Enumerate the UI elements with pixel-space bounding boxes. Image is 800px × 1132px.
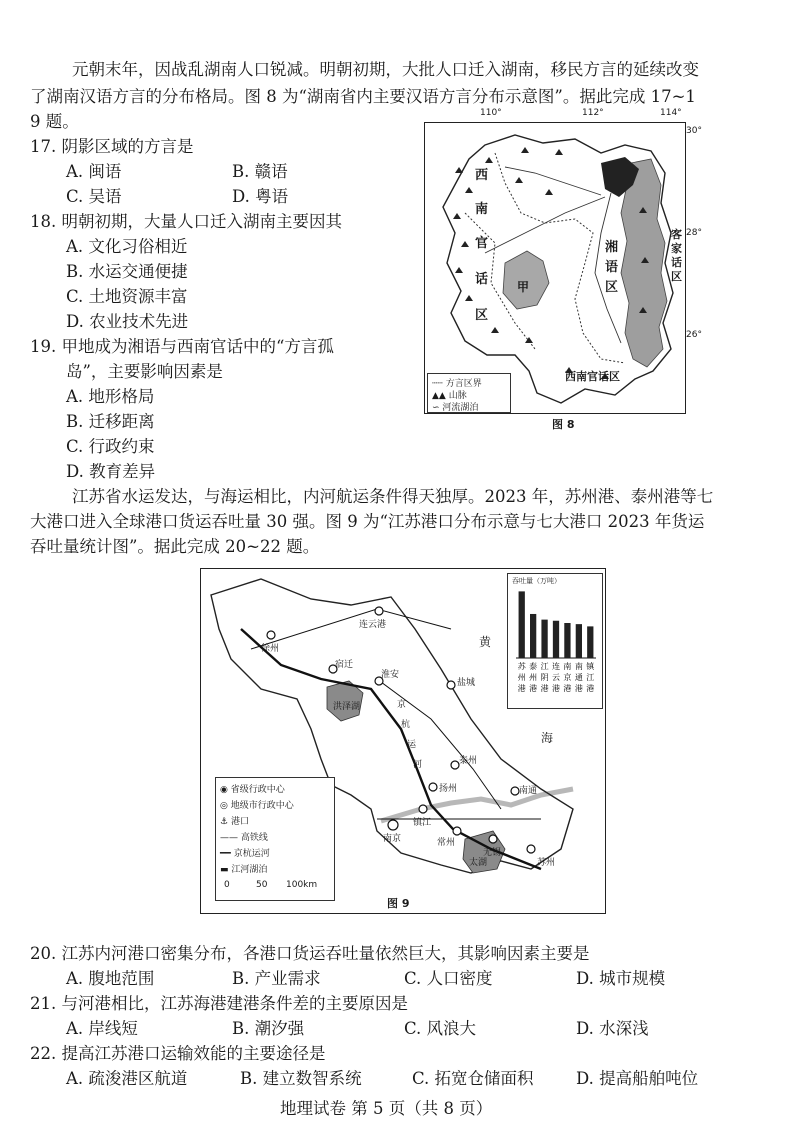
q22-option-c[interactable]: C. 拓宽仓储面积 [412,1069,534,1088]
q22-stem: 22. 提高江苏港口运输效能的主要途径是 [30,1044,326,1063]
chart-category-label-0-2: 港 [517,684,526,693]
q19-option-c[interactable]: C. 行政约束 [66,437,155,456]
label-xinan-south: 西南官话区 [565,370,620,383]
label-xiang-1: 湘 [605,240,619,255]
city-taizhou: 泰州 [459,756,478,766]
label-xiang-3: 区 [605,280,619,295]
scale-100: 100km [286,880,318,890]
q21-stem: 21. 与河港相比，江苏海港建港条件差的主要原因是 [30,994,408,1013]
q20-stem: 20. 江苏内河港口密集分布，各港口货运吞吐量依然巨大，其影响因素主要是 [30,944,590,963]
chart-category-label-4-1: 京 [563,673,572,682]
legend-hsr: —— 高铁线 [220,833,268,843]
q18-option-d[interactable]: D. 农业技术先进 [66,312,189,331]
label-kejia-4: 区 [671,270,682,283]
figure-8 [420,108,700,430]
chart-category-label-1-0: 泰 [529,662,538,671]
q17-option-a[interactable]: A. 闽语 [66,162,122,181]
q22-option-b[interactable]: B. 建立数智系统 [240,1069,362,1088]
chart-bar-6 [587,626,593,658]
canal-label-1: 京 [397,700,407,710]
chart-category-label-0-1: 州 [517,673,526,682]
chart-category-label-0-0: 苏 [517,662,526,671]
page-footer: 地理试卷 第 5 页（共 8 页） [280,1099,493,1118]
q19-stem-line2: 岛”，主要影响因素是 [66,362,223,381]
chart-svg [508,574,602,708]
intro2-line3: 吞吐量统计图”。据此完成 20~22 题。 [30,537,320,556]
label-xinan-5: 区 [475,308,489,323]
intro1-line2: 了湖南汉语方言的分布格局。图 8 为“湖南省内主要汉语方言分布示意图”。据此完成 17~1 [30,87,696,106]
label-kejia-1: 客 [671,228,682,241]
chart-bar-2 [541,620,547,658]
q20-option-b[interactable]: B. 产业需求 [232,969,321,988]
city-lianyungang: 连云港 [359,620,387,630]
sea-label: 海 [541,731,554,745]
legend-mountain-label: 山脉 [448,391,467,401]
chart-category-label-3-2: 港 [552,684,560,693]
chart-category-label-4-0: 南 [563,662,572,671]
q19-option-b[interactable]: B. 迁移距离 [66,412,155,431]
chart-bar-3 [553,621,559,658]
legend-water: ▬ 江河湖泊 [220,865,268,875]
q19-option-a[interactable]: A. 地形格局 [66,387,155,406]
chart-category-label-2-2: 港 [540,684,549,693]
lake-hongze-label: 洪泽湖 [333,702,361,712]
city-suqian: 宿迁 [335,660,354,670]
intro1-line3: 9 题。 [30,112,79,131]
q17-option-c[interactable]: C. 吴语 [66,187,122,206]
sea-label-huang: 黄 [479,635,492,649]
legend-city-center-label: 地级市行政中心 [230,801,294,811]
legend-port-label: 港口 [230,817,249,827]
legend-canal: ━━ 京杭运河 [220,849,270,859]
chart-category-label-6-1: 江 [586,673,595,682]
intro2-line1: 江苏省水运发达，与海运相比，内河航运条件得天独厚。2023 年，苏州港、泰州港等七 [72,487,714,506]
legend-mountain: ▲▲ 山脉 [432,391,467,401]
chart-category-label-5-0: 南 [574,662,583,671]
intro2-line2: 大港口进入全球港口货运吞吐量 30 强。图 9 为“江苏港口分布示意与七大港口 2023 年货运 [30,512,705,531]
legend-city-center: ◎ 地级市行政中心 [220,801,294,811]
q22-option-d[interactable]: D. 提高船舶吨位 [576,1069,699,1088]
canal-label-2: 杭 [401,720,411,730]
chart-category-label-2-1: 阴 [540,673,549,682]
q21-option-b[interactable]: B. 潮汐强 [232,1019,305,1038]
canal-label-3: 运 [407,740,417,750]
scale-50: 50 [256,880,268,890]
chart-category-label-1-1: 州 [529,673,538,682]
lon-label-114: 114° [660,108,682,118]
q18-option-c[interactable]: C. 土地资源丰富 [66,287,188,306]
label-xinan-2: 南 [475,202,489,217]
legend-prov-center-label: 省级行政中心 [230,785,285,795]
chart-category-label-6-0: 镇 [586,662,595,671]
chart-category-label-4-2: 港 [563,684,572,693]
lon-label-112: 112° [582,108,604,118]
map8-frame [424,122,686,414]
chart-category-label-5-1: 通 [574,673,583,682]
city-changzhou: 常州 [437,838,456,848]
legend-boundary-label: 方言区界 [445,379,482,389]
chart-category-label-1-2: 港 [529,684,538,693]
intro1-line1: 元朝末年，因战乱湖南人口锐减。明朝初期，大批人口迁入湖南，移民方言的延续改变 [72,60,699,79]
chart-category-label-2-0: 江 [540,662,549,671]
city-xuzhou: 徐州 [261,644,280,654]
figure-8-caption: 图 8 [552,418,575,431]
q20-option-d[interactable]: D. 城市规模 [576,969,666,988]
lake-tai-label: 太湖 [469,858,488,868]
map9-legend [215,777,335,901]
chart-title: 吞吐量（万吨） [512,577,561,585]
label-xinan-1: 西 [475,168,489,183]
legend-river: ∽ 河流湖泊 [432,403,479,413]
chart-category-label-3-0: 连 [552,662,560,671]
q21-option-a[interactable]: A. 岸线短 [66,1019,138,1038]
legend-boundary: ┄┄ 方言区界 [432,379,482,389]
city-huaian: 淮安 [381,670,400,680]
figure-9 [200,568,606,914]
label-xinan-4: 话 [475,272,489,287]
lat-label-30: 30° [686,126,702,136]
lat-label-26: 26° [686,330,702,340]
city-nanjing: 南京 [383,834,402,844]
chart-bar-4 [564,623,570,658]
q20-option-c[interactable]: C. 人口密度 [404,969,493,988]
legend-port: ⚓ 港口 [220,817,249,827]
legend-water-label: 江河湖泊 [231,865,268,875]
q18-option-b[interactable]: B. 水运交通便捷 [66,262,188,281]
legend-canal-label: 京杭运河 [233,849,270,859]
city-wuxi: 无锡 [483,848,502,858]
city-suzhou: 苏州 [537,858,556,868]
q20-option-a[interactable]: A. 腹地范围 [66,969,155,988]
q19-stem-line1: 19. 甲地成为湘语与西南官话中的“方言孤 [30,337,334,356]
q18-option-a[interactable]: A. 文化习俗相近 [66,237,188,256]
q17-stem: 17. 阴影区域的方言是 [30,137,194,156]
canal-label-4: 河 [413,760,423,770]
q17-option-b[interactable]: B. 赣语 [232,162,288,181]
throughput-chart [507,573,603,709]
q17-option-d[interactable]: D. 粤语 [232,187,289,206]
scale-0: 0 [224,880,230,890]
city-zhenjiang: 镇江 [413,818,432,828]
q19-option-d[interactable]: D. 教育差异 [66,462,156,481]
city-yancheng: 盐城 [457,678,476,688]
chart-category-label-5-2: 港 [574,684,583,693]
city-nantong: 南通 [519,786,538,796]
legend-river-label: 河流湖泊 [442,403,479,413]
label-jia: 甲 [517,280,530,294]
legend-hsr-label: 高铁线 [240,833,268,843]
map8-drawing [425,123,685,413]
map8-legend [427,373,511,413]
lon-label-110: 110° [480,108,502,118]
label-kejia-3: 话 [671,256,682,269]
chart-category-label-3-1: 云 [552,673,560,682]
label-xinan-3: 官 [475,236,489,251]
chart-bar-0 [519,591,525,658]
chart-bar-1 [530,614,536,658]
q21-option-c[interactable]: C. 风浪大 [404,1019,477,1038]
q18-stem: 18. 明朝初期，大量人口迁入湖南主要因其 [30,212,342,231]
label-kejia-2: 家 [671,242,682,255]
figure-9-caption: 图 9 [387,897,410,910]
city-yangzhou: 扬州 [439,784,458,794]
chart-bar-5 [576,624,582,658]
legend-prov-center: ◉ 省级行政中心 [220,785,285,795]
lat-label-28: 28° [686,228,702,238]
q21-option-d[interactable]: D. 水深浅 [576,1019,649,1038]
q22-option-a[interactable]: A. 疏浚港区航道 [66,1069,188,1088]
label-xiang-2: 语 [605,260,619,275]
chart-category-label-6-2: 港 [586,684,595,693]
